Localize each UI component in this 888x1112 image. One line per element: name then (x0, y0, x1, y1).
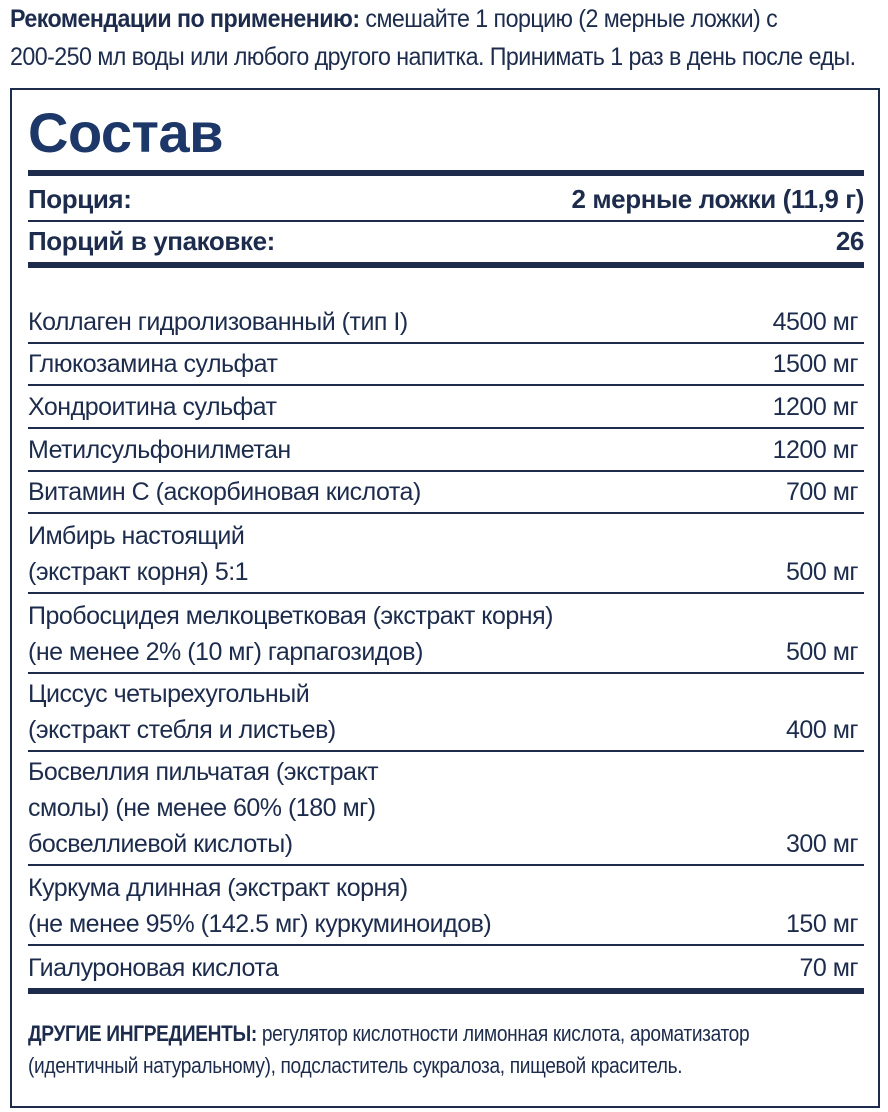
ingredient-name: Гиалуроновая кислота (28, 954, 279, 982)
ingredient-row (28, 598, 864, 670)
other-ingredients-line-1: регулятор кислотности лимонная кислота, ароматизатор (256, 1021, 750, 1046)
usage-label: Рекомендации по применению: (10, 5, 360, 33)
ingredient-row (28, 676, 864, 748)
ingredient-row (28, 518, 864, 590)
servings-label: Порций в упаковке: (28, 226, 275, 256)
ingredient-row (28, 950, 864, 986)
ingredient-name: Коллаген гидролизованный (тип I) (28, 308, 408, 336)
ingredient-amount: 1200 мг (772, 436, 858, 464)
usage-line-1: смешайте 1 порцию (2 мерные ложки) с (359, 5, 778, 33)
ingredient-row (28, 304, 864, 340)
ingredient-amount: 300 мг (786, 830, 858, 858)
ingredient-amount: 1200 мг (772, 393, 858, 421)
ingredient-row (28, 754, 864, 862)
other-ingredients (28, 1018, 863, 1082)
other-ingredients-line-2: (идентичный натуральному), подсластитель сукралоза, пищевой краситель. (28, 1053, 683, 1078)
divider (28, 944, 864, 946)
divider (28, 220, 864, 222)
ingredient-name: Глюкозамина сульфат (28, 350, 278, 378)
usage-instructions (10, 0, 856, 76)
ingredient-amount: 150 мг (786, 910, 858, 938)
ingredient-row (28, 432, 864, 468)
divider-thick (28, 170, 864, 176)
ingredient-name: Витамин С (аскорбиновая кислота) (28, 478, 421, 506)
ingredient-amount: 500 мг (786, 558, 858, 586)
divider-thick (28, 262, 864, 268)
divider (28, 470, 864, 472)
ingredient-row (28, 870, 864, 942)
divider (28, 672, 864, 674)
divider (28, 750, 864, 752)
divider (28, 427, 864, 429)
usage-line-2: 200-250 мл воды или любого другого напитка. Принимать 1 раз в день после еды. (10, 43, 856, 71)
ingredient-amount: 500 мг (786, 638, 858, 666)
ingredient-row (28, 389, 864, 425)
ingredient-name: Хондроитина сульфат (28, 393, 277, 421)
ingredient-name: Босвеллия пильчатая (экстракт смолы) (не менее 60% (180 мг) босвеллиевой кислоты) (28, 758, 379, 858)
divider (28, 384, 864, 386)
ingredient-row (28, 346, 864, 382)
divider (28, 512, 864, 514)
composition-panel (10, 88, 880, 1108)
ingredient-amount: 700 мг (786, 478, 858, 506)
servings-value: 26 (835, 226, 864, 256)
panel-title: Состав (28, 101, 224, 164)
ingredient-name: Куркума длинная (экстракт корня) (не менее 95% (142.5 мг) куркуминоидов) (28, 874, 492, 938)
ingredient-amount: 400 мг (786, 716, 858, 744)
other-ingredients-label: ДРУГИЕ ИНГРЕДИЕНТЫ: (28, 1021, 257, 1046)
divider (28, 988, 864, 994)
ingredient-row (28, 474, 864, 510)
ingredient-name: Метилсульфонилметан (28, 436, 291, 464)
ingredient-name: Пробосцидея мелкоцветковая (экстракт корня) (не менее 2% (10 мг) гарпагозидов) (28, 602, 553, 666)
ingredient-amount: 70 мг (799, 954, 858, 982)
serving-label: Порция: (28, 184, 132, 214)
serving-value: 2 мерные ложки (11,9 г) (571, 184, 864, 214)
ingredient-name: Циссус четырехугольный (экстракт стебля и листьев) (28, 680, 336, 744)
divider (28, 592, 864, 594)
servings-per-container-row (28, 226, 864, 257)
ingredient-name: Имбирь настоящий (экстракт корня) 5:1 (28, 522, 249, 586)
ingredient-amount: 4500 мг (772, 308, 858, 336)
serving-row (28, 184, 864, 215)
divider (28, 864, 864, 866)
ingredient-amount: 1500 мг (772, 350, 858, 378)
divider (28, 342, 864, 344)
